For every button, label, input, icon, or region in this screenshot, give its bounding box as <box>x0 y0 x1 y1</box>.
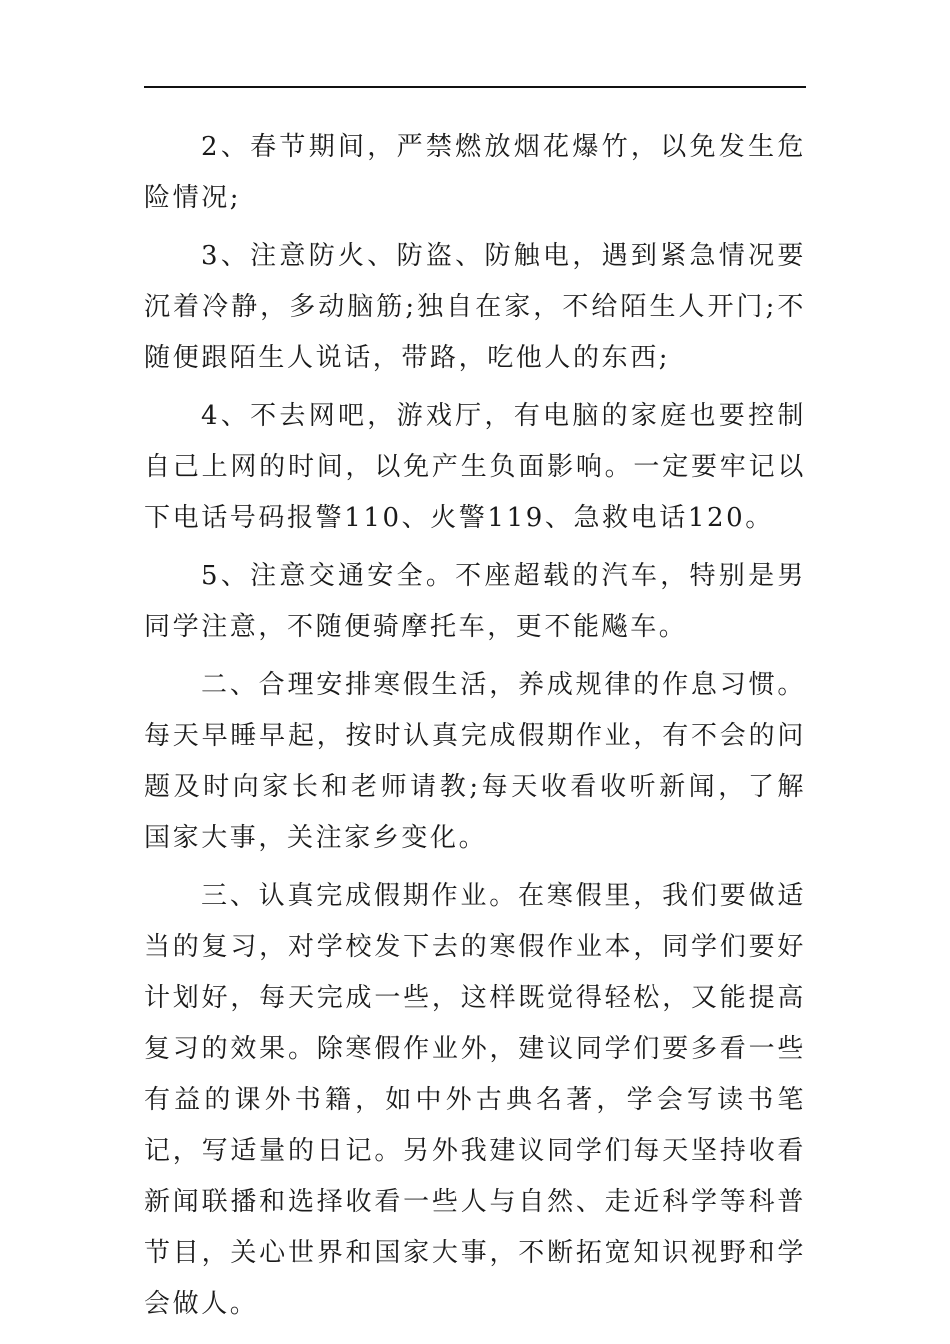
paragraph-section-3: 三、认真完成假期作业。在寒假里，我们要做适当的复习，对学校发下去的寒假作业本，同学们要好计划好，每天完成一些，这样既觉得轻松，又能提高复习的效果。除寒假作业外，建议同学们要多看一些有益的课外书籍，如中外古典名著，学会写读书笔记，写适量的日记。另外我建议同学们每天坚持收看新闻联播和选择收看一些人与自然、走近科学等科普节目，关心世界和国家大事，不断拓宽知识视野和学会做人。 <box>144 881 806 1319</box>
paragraph-item-5: 5、注意交通安全。不座超载的汽车，特别是男同学注意，不随便骑摩托车，更不能飚车。 <box>144 561 806 642</box>
paragraph-section-2: 二、合理安排寒假生活，养成规律的作息习惯。每天早睡早起，按时认真完成假期作业，有不会的问题及时向家长和老师请教;每天收看收听新闻，了解国家大事，关注家乡变化。 <box>144 670 806 853</box>
paragraph-item-4: 4、不去网吧，游戏厅，有电脑的家庭也要控制自己上网的时间，以免产生负面影响。一定要牢记以下电话号码报警110、火警119、急救电话120。 <box>144 401 806 533</box>
document-body <box>144 122 806 1337</box>
paragraph-item-2: 2、春节期间，严禁燃放烟花爆竹，以免发生危险情况; <box>144 132 806 213</box>
paragraph-item-3: 3、注意防火、防盗、防触电，遇到紧急情况要沉着冷静，多动脑筋;独自在家，不给陌生人开门;不随便跟陌生人说话，带路，吃他人的东西; <box>144 241 806 373</box>
header-divider <box>144 86 806 88</box>
